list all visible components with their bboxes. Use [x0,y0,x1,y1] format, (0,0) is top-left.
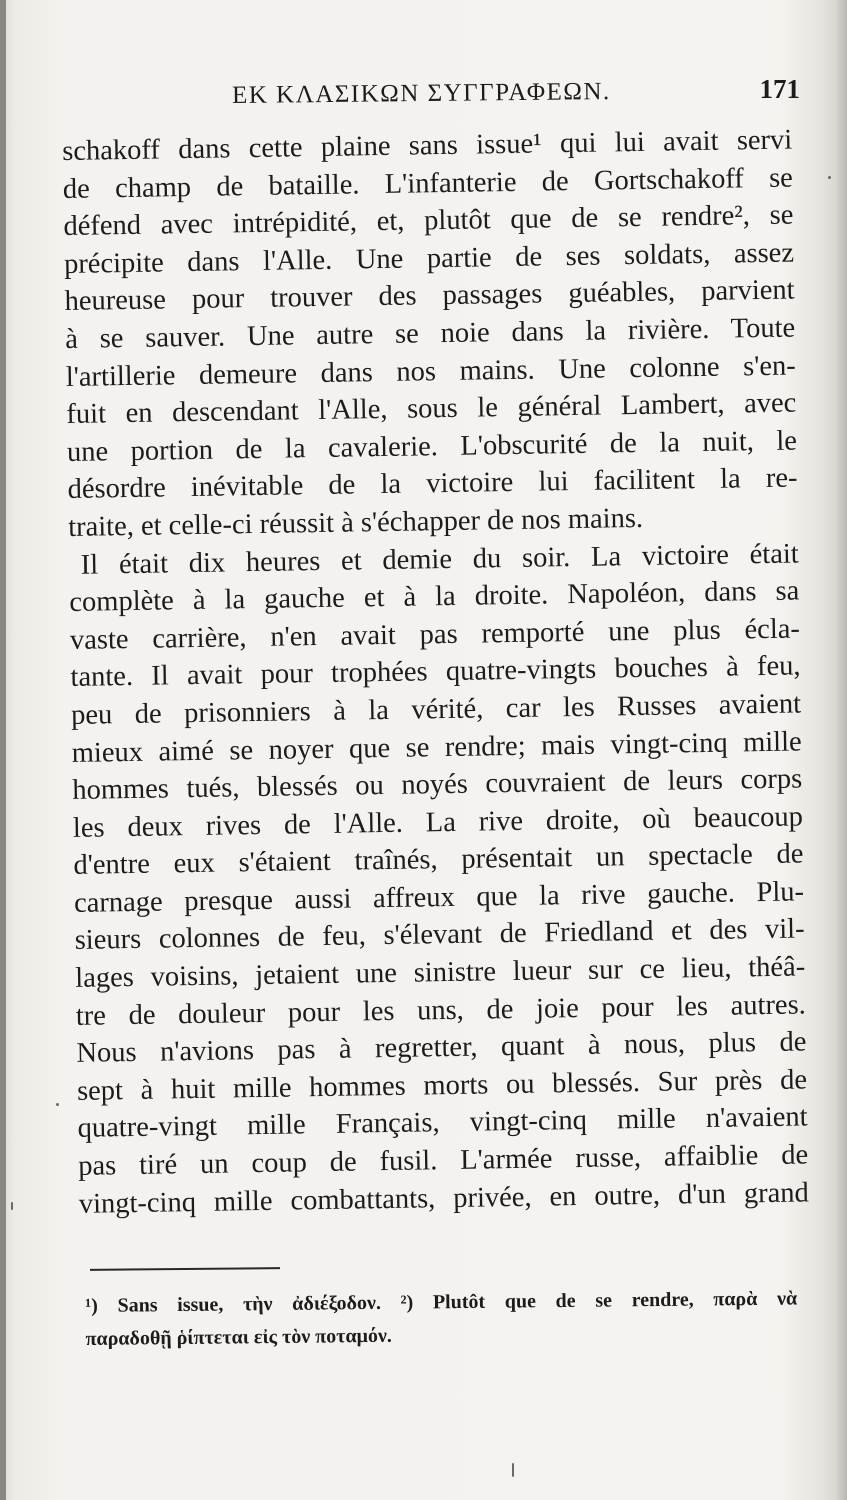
text-line-19: les deux rives de l'Alle. La rive droite, où beaucoup [72,801,804,844]
footnotes [85,1283,798,1356]
text-line-26: sept à huit mille hommes morts ou blessés. Sur près de [76,1064,808,1107]
text-line-11: traite, et celle-ci réussit à s'échapper de nos mains. [67,502,644,543]
ink-speck [828,176,831,179]
text-line-22: sieurs colonnes de feu, s'élevant de Friedland et des vil- [74,913,805,957]
ink-speck [512,1463,514,1477]
text-line-14: vaste carrière, n'en avait pas remporté une plus écla- [69,613,801,656]
text-line-1: schakoff dans cette plaine sans issue¹ qui lui avait servi [62,124,793,167]
text-line-29: vingt-cinq mille combattants, privée, en outre, d'un grand [78,1177,809,1220]
text-line-9: une portion de la cavalerie. L'obscurité de la nuit, le [66,425,798,468]
text-line-7: l'artillerie demeure dans nos mains. Une colonne s'en- [65,350,796,393]
text-line-13: complète à la gauche et à la droite. Napoléon, dans sa [69,575,800,619]
footnote-line-1: ¹) Sans issue, τὴν ἀδιέξοδον. ²) Plutôt que de se rendre, παρὰ νὰ [85,1287,798,1317]
page-number: 171 [759,74,800,104]
page-header [232,72,800,112]
page-edge [837,0,847,1500]
footnote-separator [90,1267,280,1271]
text-line-16: peu de prisonniers à la vérité, car les Russes avaient [70,688,802,731]
text-line-25: Nous n'avions pas à regretter, quant à nous, plus de [76,1026,807,1070]
text-line-27: quatre-vingt mille Français, vingt-cinq mille n'avaient [77,1101,808,1145]
text-line-17: mieux aimé se noyer que se rendre; mais vingt-cinq mille [71,725,802,769]
footnote-line-2: παραδοθῇ ῥίπτεται εἰς τὸν ποταμόν. [85,1324,392,1350]
text-line-5: heureuse pour trouver des passages guéables, parvient [64,274,795,318]
text-line-4: précipite dans l'Alle. Une partie de ses soldats, assez [63,237,795,280]
text-line-15: tante. Il avait pour trophées quatre-vingts bouches à feu, [70,650,801,694]
ink-speck [11,1202,13,1210]
text-line-18: hommes tués, blessés ou noyés couvraient de leurs corps [72,763,803,807]
text-line-12: Il était dix heures et demie du soir. La victoire était [80,538,799,581]
text-line-2: de champ de bataille. L'infanterie de Gortschakoff se [62,162,794,205]
text-line-23: lages voisins, jetaient une sinistre lueur sur ce lieu, théâ- [75,951,806,994]
running-title: ΕΚ ΚΛΑΣΙΚΩΝ ΣΥΓΓΡΑΦΕΩΝ. [231,78,611,109]
text-line-6: à se sauver. Une autre se noie dans la rivière. Toute [64,312,796,355]
text-line-3: défend avec intrépidité, et, plutôt que de se rendre², se [63,199,794,243]
binding-edge [0,0,6,1500]
text-line-24: tre de douleur pour les uns, de joie pour les autres. [75,989,807,1032]
text-line-8: fuit en descendant l'Alle, sous le général Lambert, avec [66,387,797,431]
text-line-10: désordre inévitable de la victoire lui facilitent la re- [67,462,798,506]
text-line-28: pas tiré un coup de fusil. L'armée russe, affaiblie de [77,1139,809,1182]
body-text [62,122,809,1224]
text-line-20: d'entre eux s'étaient traînés, présentait un spectacle de [73,838,804,882]
text-line-21: carnage presque aussi affreux que la rive gauche. Plu- [73,876,805,919]
ink-speck [56,1103,59,1106]
